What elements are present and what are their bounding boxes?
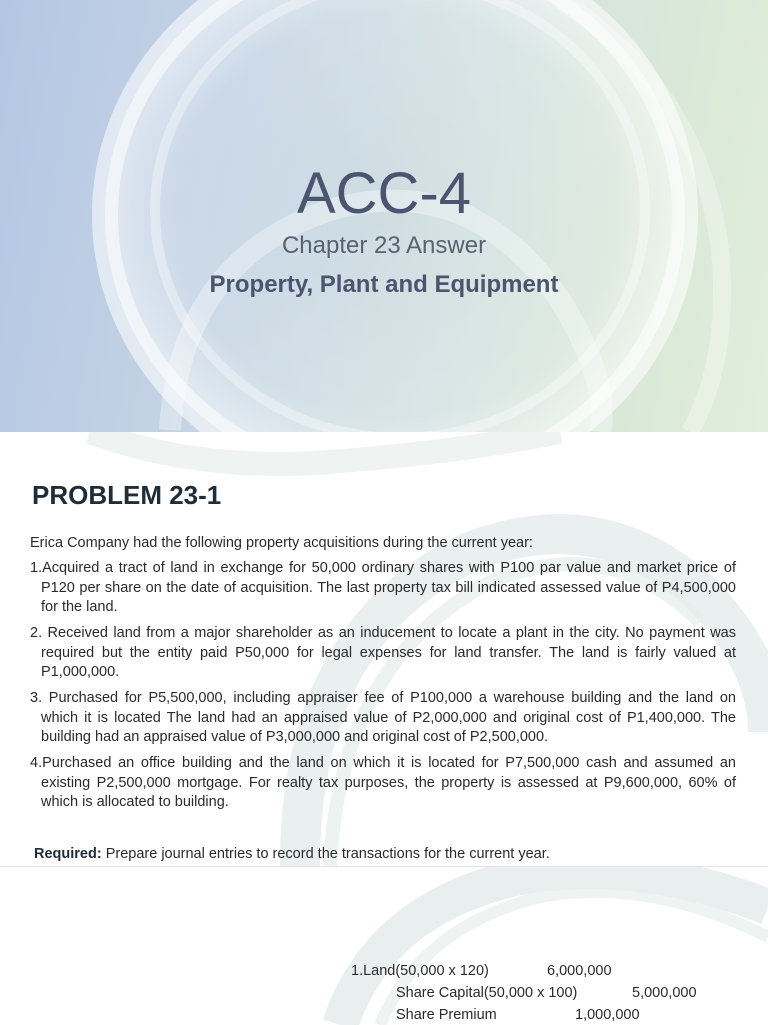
journal-entry-credit: 1,000,000: [575, 1007, 640, 1023]
required-instruction: [34, 845, 550, 865]
journal-entry-account: Share Capital(50,000 x 100): [396, 985, 578, 1001]
problem-item-1: 1.Acquired a tract of land in exchange for 50,000 ordinary shares with P100 par value and market price of P120 per share on the date of acquisition. The last property tax bill indicated assessed value of P4,500,000 for the land.: [30, 560, 736, 615]
chapter-subtitle: Chapter 23 Answer: [281, 232, 487, 259]
required-label: Required:: [34, 846, 102, 862]
journal-entry-account: 1.Land(50,000 x 120): [351, 963, 489, 979]
presentation-title: ACC-4: [296, 161, 472, 226]
problem-slide: [0, 432, 768, 866]
journal-entry-debit: 6,000,000: [547, 963, 612, 979]
problem-item-3: 3. Purchased for P5,500,000, including appraiser fee of P100,000 a warehouse building and the land on which it is located The land had an appraised value of P2,000,000 and original cost of P1,400,000. The building had an appraised value of P3,000,000 and original cost of P2,500,000.: [30, 690, 736, 745]
problem-title: PROBLEM 23-1: [32, 480, 222, 510]
required-text: Prepare journal entries to record the transactions for the current year.: [101, 846, 550, 862]
answer-slide: [0, 866, 768, 1025]
problem-intro: Erica Company had the following property acquisitions during the current year:: [30, 535, 533, 551]
problem-item-2: 2. Received land from a major shareholder as an inducement to locate a plant in the city. No payment was required but the entity paid P50,000 for legal expenses for land transfer. The land is fairly valued at P1,000,000.: [30, 625, 736, 680]
topic-subtitle: Property, Plant and Equipment: [209, 271, 559, 298]
journal-entry-account: Share Premium: [396, 1007, 497, 1023]
journal-entry-credit: 5,000,000: [632, 985, 697, 1001]
title-slide: [0, 0, 768, 432]
problem-item-4: 4.Purchased an office building and the land on which it is located for P7,500,000 cash and assumed an existing P2,500,000 mortgage. For realty tax purposes, the property is assessed at P9,600,000, 60% of which is allocated to building.: [30, 755, 736, 810]
